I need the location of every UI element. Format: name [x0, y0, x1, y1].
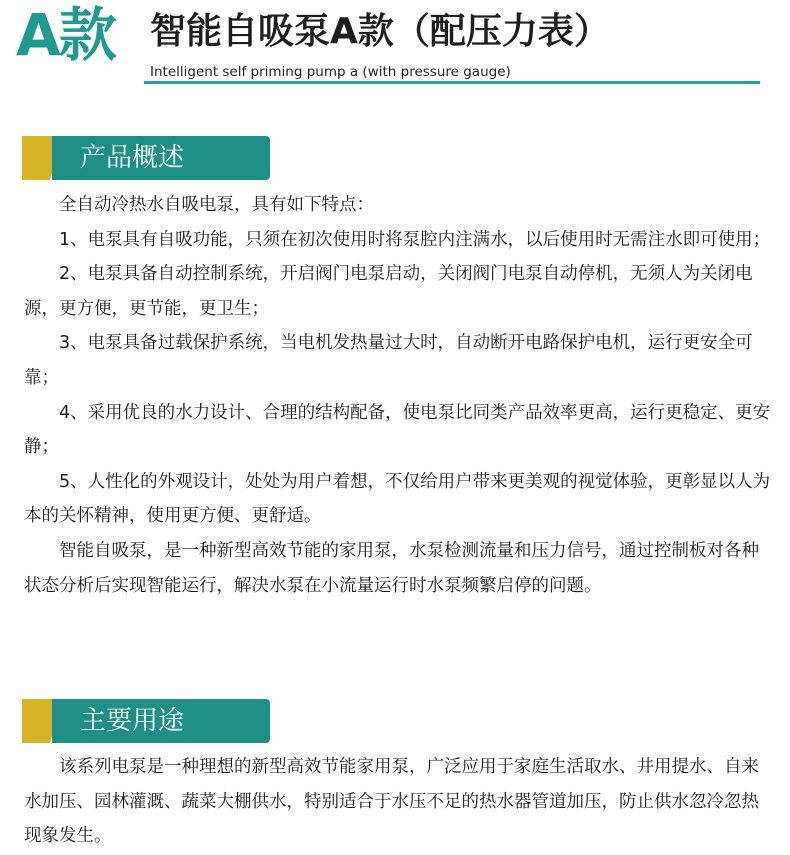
paragraph: 1、电泵具有自吸功能，只须在初次使用时将泵腔内注满水，以后使用时无需注水即可使用； — [59, 229, 771, 250]
section-heading-overview — [22, 136, 270, 180]
paragraph: 3、电泵具备过载保护系统，当电机发热量过大时，自动断开电路保护电机，运行更安全可靠； — [24, 333, 753, 388]
paragraph: 全自动冷热水自吸电泵，具有如下特点： — [59, 195, 374, 215]
section-title: 主要用途 — [80, 706, 185, 736]
header-divider — [144, 81, 760, 84]
paragraph: 2、电泵具备自动控制系统，开启阀门电泵启动，关闭阀门电泵自动停机，无须人为关闭电源，更方便，更节能，更卫生； — [24, 264, 753, 319]
section-heading-usage — [22, 699, 270, 743]
overview-text — [24, 188, 776, 603]
section-title: 产品概述 — [80, 143, 185, 173]
usage-text — [24, 750, 776, 854]
page-title: 智能自吸泵A款（配压力表） — [150, 11, 610, 52]
paragraph: 5、人性化的外观设计，处处为用户着想，不仅给用户带来更美观的视觉体验，更彰显以人为本的关怀精神，使用更方便、更舒适。 — [24, 471, 771, 527]
page-header — [0, 0, 790, 90]
model-badge: A款 — [16, 1, 115, 69]
paragraph: 智能自吸泵，是一种新型高效节能的家用泵，水泵检测流量和压力信号，通过控制板对各种状态分析后实现智能运行，解决水泵在小流量运行时水泵频繁启停的问题。 — [24, 540, 759, 596]
paragraph: 该系列电泵是一种理想的新型高效节能家用泵，广泛应用于家庭生活取水、井用提水、自来水加压、园林灌溉、蔬菜大棚供水，特别适合于水压不足的热水器管道加压，防止供水忽冷忽热现象发生。 — [24, 757, 759, 847]
paragraph: 4、采用优良的水力设计、合理的结构配备，使电泵比同类产品效率更高，运行更稳定、更安静； — [24, 402, 771, 458]
page-subtitle: Intelligent self priming pump a (with pressure gauge) — [150, 64, 511, 80]
